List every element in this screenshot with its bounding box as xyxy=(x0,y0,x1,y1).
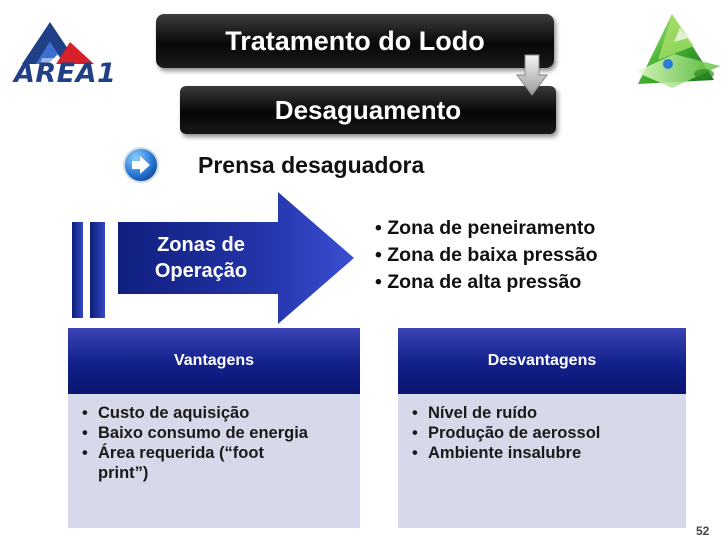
advantage-text: Custo de aquisição xyxy=(98,404,250,422)
zone-list xyxy=(375,215,598,296)
advantages-header: Vantagens xyxy=(68,328,360,394)
zone-label-line1: Zonas de xyxy=(157,234,245,256)
stripe-2 xyxy=(90,222,105,318)
advantage-item: • Baixo consumo de energia xyxy=(82,424,308,442)
stripe-1 xyxy=(72,222,83,318)
disadvantage-text: Produção de aerossol xyxy=(428,424,601,442)
zone-item: • Zona de baixa pressão xyxy=(375,244,598,266)
disadvantages-list xyxy=(398,394,686,463)
logo-text: ÁREA1 xyxy=(14,58,117,89)
disadvantage-text: Nível de ruído xyxy=(428,404,538,422)
disadvantage-item: • Produção de aerossol xyxy=(412,424,601,442)
title-banner: Tratamento do Lodo xyxy=(156,14,554,68)
advantage-item: • Área requerida (“foot print”) xyxy=(78,443,352,483)
down-arrow-icon xyxy=(516,54,548,96)
leaf-logo-icon xyxy=(628,10,724,96)
advantage-item: • Custo de aquisição xyxy=(82,404,250,422)
disadvantage-text: Ambiente insalubre xyxy=(428,444,582,462)
zone-label xyxy=(130,232,272,284)
zone-item: • Zona de peneiramento xyxy=(375,217,596,239)
circle-arrow-icon xyxy=(122,146,160,184)
advantage-text: Área requerida (“foot print”) xyxy=(98,444,264,482)
disadvantage-item: • Nível de ruído xyxy=(412,404,538,422)
advantage-text: Baixo consumo de energia xyxy=(98,424,308,442)
zone-label-line2: Operação xyxy=(154,260,248,282)
page-number: 52 xyxy=(696,524,710,538)
advantages-list xyxy=(68,394,360,483)
disadvantages-header: Desvantagens xyxy=(398,328,686,394)
section-title: Prensa desaguadora xyxy=(198,152,425,178)
leaf-logo xyxy=(628,10,724,96)
disadvantages-body xyxy=(398,394,686,528)
advantages-body xyxy=(68,394,360,528)
subtitle-banner: Desaguamento xyxy=(180,86,556,134)
zone-item: • Zona de alta pressão xyxy=(375,271,582,293)
disadvantage-item: • Ambiente insalubre xyxy=(412,444,582,462)
